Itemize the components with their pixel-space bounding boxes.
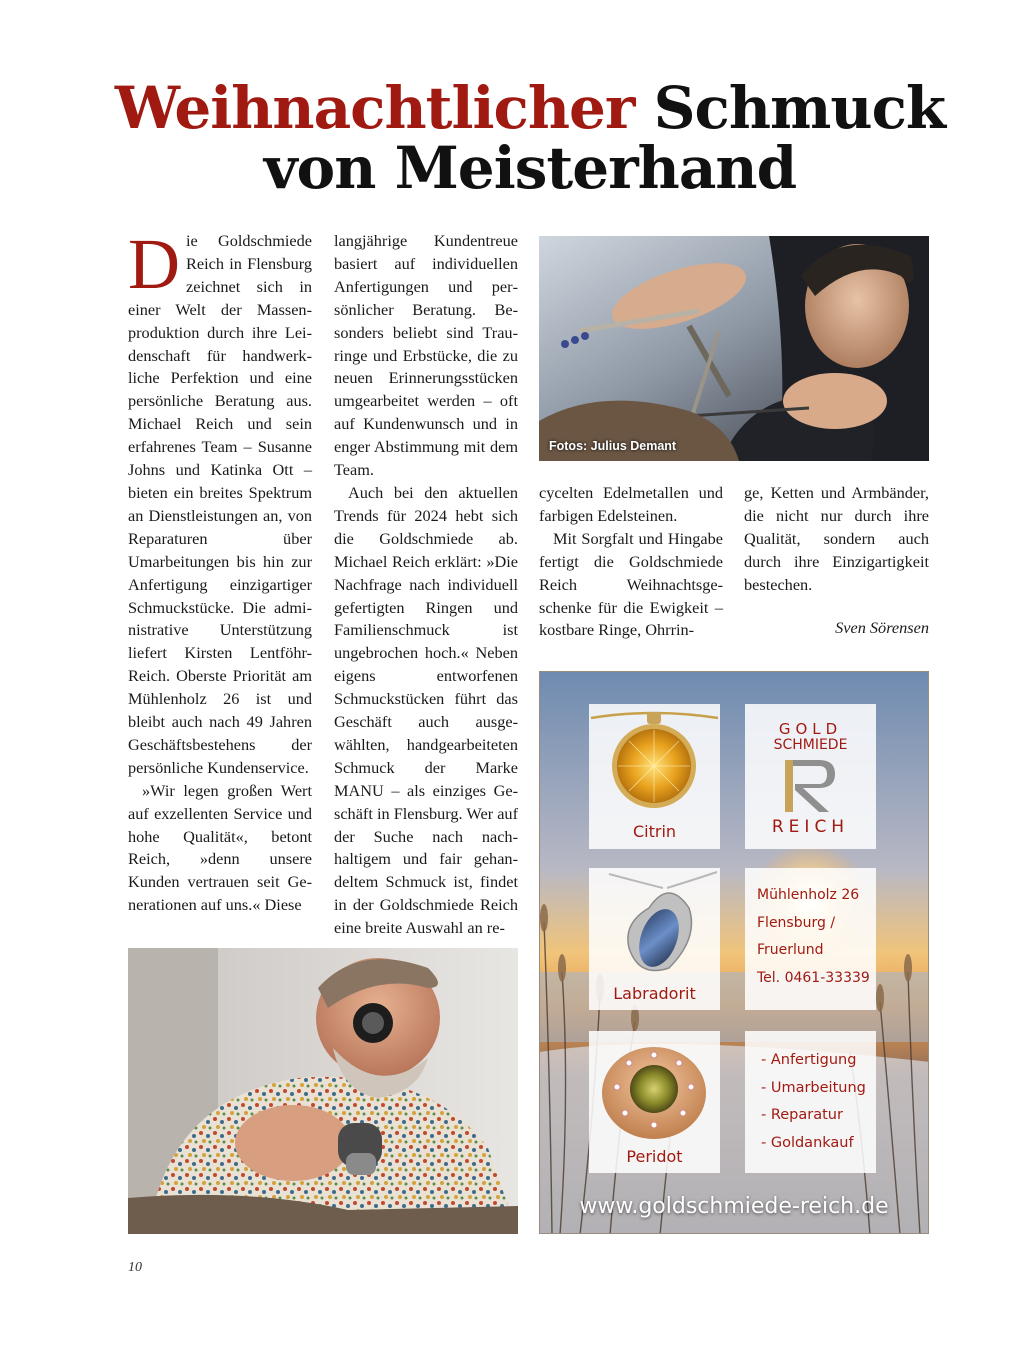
tile-label-citrin: Citrin [632, 822, 677, 841]
photo-credit: Fotos: Julius Demant [549, 439, 677, 453]
paragraph: langjährige Kundentreue basiert auf individuellen Anfertigungen und persönlicher Beratung. Besonders beliebt sind Trauringe und Erbstücke, die zu neuen Erinnerungsstücken umgearbeitet werden – oft auf Kundenwunsch und in enger Abstimmung mit dem Team. [334, 231, 518, 480]
paragraph: ge, Ketten und Armbänder, die nicht nur durch ihre Qualität, sondern auch durch ihre Einzigartigkeit bestechen. [744, 483, 929, 594]
photo-goldsmith-soldering [539, 236, 929, 461]
address-district: Fruerlund [757, 942, 824, 958]
photo-illustration [539, 236, 929, 461]
service-item: - Anfertigung [761, 1052, 857, 1068]
article-column-3 [539, 482, 723, 642]
paragraph-text: ie Goldschmiede Reich in Flensburg zeichnet sich in einer Welt der Massenproduktion durch ihre Leidenschaft für handwerkliche Perfektion und eine persönliche Beratung aus. Michael Reich und sein erfahrenes Team – Susanne Johns und Katinka Ott – bieten ein breites Spektrum an Dienstleistungen an, von Reparaturen über Umarbeitungen bis hin zur Anfertigung einzigartiger Schmuckstücke. Die administrative Unterstützung liefert Kirsten Lentföhr-Reich. Oberste Priorität am Mühlenholz 26 ist und bleibt auch nach 49 Jahren Geschäftsbestehens der persönliche Kundenservice. [128, 231, 312, 777]
logo-text-schmiede: SCHMIEDE [773, 737, 848, 753]
tile-label-labradorit: Labradorit [613, 984, 696, 1003]
website-link[interactable]: www.goldschmiede-reich.de [579, 1194, 889, 1219]
citrin-pendant-icon [589, 704, 720, 824]
article-column-4 [744, 482, 929, 639]
services-list [761, 1047, 866, 1157]
address-street: Mühlenholz 26 [757, 887, 860, 903]
service-item: - Goldankauf [761, 1134, 854, 1151]
peridot-ring-icon [589, 1031, 720, 1149]
logo-text-reich: REICH [771, 817, 850, 837]
headline-black-part: Schmuck [653, 74, 946, 142]
service-item: - Umarbeitung [761, 1079, 866, 1096]
article-column-1 [128, 224, 312, 917]
photo-goldsmith-loupe [128, 948, 518, 1234]
paragraph [128, 224, 312, 780]
product-tile-peridot [589, 1031, 720, 1173]
photo-illustration [128, 948, 518, 1234]
services-tile [745, 1031, 876, 1173]
labradorit-pendant-icon [589, 868, 720, 986]
phone-number: Tel. 0461-33339 [757, 969, 870, 986]
page-number: 10 [128, 1260, 142, 1275]
contact-address [757, 882, 870, 992]
paragraph: Mit Sorgfalt und Hingabe fertigt die Goldschmiede Reich Weihnachtsgeschenke für die Ewigkeit – kostbare Ringe, Ohrrin- [539, 528, 723, 640]
product-tile-citrin [589, 704, 720, 849]
article-column-2 [334, 230, 518, 940]
goldschmiede-logo [745, 704, 876, 849]
headline-red-part: Weihnachtlicher [114, 74, 635, 142]
paragraph: Auch bei den aktuellen Trends für 2024 hebt sich die Goldschmiede ab. Michael Reich erklärt: »Die Nachfrage nach individuell gefertigten Ringen und Familienschmuck ist ungebrochen hoch.« Neben eigens entworfenen Schmuckstücken führt das Geschäft auch ausgewählten, handgearbeiteten Schmuck der Marke MANU – als einziges Geschäft in Flensburg. Wer auf der Suche nach nachhaltigem und fair gehandeltem Schmuck ist, findet in der Goldschmiede Reich eine breite Auswahl an re- [334, 482, 518, 938]
headline-line-1 [100, 74, 960, 142]
paragraph: cycelten Edelmetallen und farbigen Edelsteinen. [539, 483, 723, 525]
logo-r-mark-icon [781, 758, 841, 814]
service-item: - Reparatur [761, 1107, 843, 1123]
article-headline [100, 74, 960, 202]
product-tile-labradorit [589, 868, 720, 1010]
advertisement-goldschmiede-reich [539, 671, 929, 1234]
tile-label-peridot: Peridot [626, 1147, 683, 1166]
contact-tile [745, 868, 876, 1010]
drop-cap: D [128, 224, 180, 304]
author-signature: Sven Sörensen [835, 617, 929, 637]
paragraph: »Wir legen großen Wert auf exzellenten Service und hohe Qualität«, betont Reich, »denn unsere Kunden vertrauen seit Generationen auf uns.« Diese [128, 780, 312, 915]
address-city: Flensburg / [757, 914, 836, 931]
headline-line-2: von Meisterhand [263, 134, 797, 202]
logo-text-gold: GOLD [778, 720, 843, 738]
